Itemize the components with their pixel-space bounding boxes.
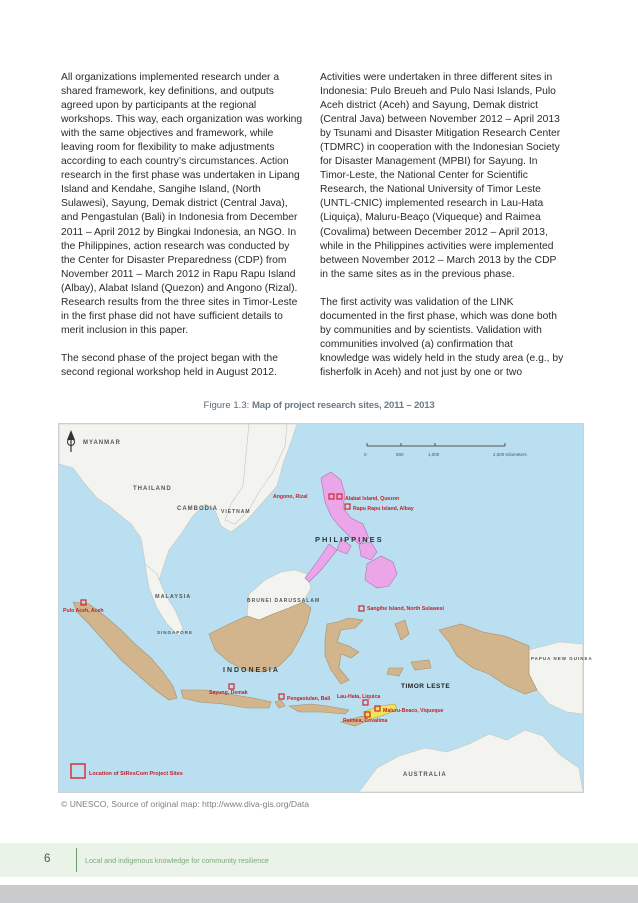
site-label-alabat: Alabat Island, Quezon: [345, 496, 400, 502]
site-label-raimea: Raimea, Covalima: [343, 718, 388, 724]
label-myanmar: MYANMAR: [83, 440, 121, 446]
right-paragraph-1: Activities were undertaken in three different sites in Indonesia: Pulo Breueh and Pulo Nasi Islands, Pulo Aceh district (Aceh) and Sayung, Demak district (Central Java) between November 2012 – April 2013 by Tsunami and Disaster Mitigation Research Center (TDMRC) in cooperation with the Indonesian Society for Disaster Management (MPBI) for Sayung. In Timor-Leste, the National Center for Scientific Research, the National University of Timor Leste (UNTL-CNIC) implemented research in Lau-Hata (Liquiça), Maluru-Beaço (Viqueque) and Raimea (Covalima) between December 2012 – April 2013, while in the Philippines activities were implemented between November 2012 – March 2013 by the CDP in the same sites as in the previous phase.: [320, 72, 561, 280]
left-column: [61, 71, 305, 394]
site-label-maluru: Maluru-Beaco, Viqueque: [383, 708, 444, 714]
scale-label-500: 500: [396, 452, 404, 457]
page-number: 6: [44, 853, 51, 865]
scale-label-2000: 2,000 Kilometers: [493, 452, 527, 457]
label-papua: PAPUA NEW GUINEA: [531, 656, 593, 661]
figure-caption: [0, 400, 638, 411]
site-label-pulo-aceh: Pulo Aceh, Aceh: [63, 608, 104, 614]
label-australia: AUSTRALIA: [403, 772, 447, 778]
figure-title: Map of project research sites, 2011 – 2013: [252, 400, 435, 411]
left-paragraph-2: The second phase of the project began with the second regional workshop held in August 2012.: [61, 352, 278, 378]
site-label-pengastulan: Pengastulan, Bali: [287, 696, 331, 702]
right-column: [320, 71, 564, 394]
map-source-credit: © UNESCO, Source of original map: http://www.diva-gis.org/Data: [61, 799, 310, 809]
legend-label: Location of StResCom Project Sites: [89, 771, 183, 777]
page-footer: [0, 843, 638, 877]
left-paragraph-1: All organizations implemented research under a shared framework, key definitions, and outputs agreed upon by participants at the regional workshops. This way, each organization was working with the same objectives and framework, while leaving room for flexibility to make adjustments according to each country’s circumstances. Action research in the first phase was undertaken in Lipang Island and Kendahe, Sangihe Island, (North Sulawesi), Sayung, Demak district (Central Java), and Pengastulan (Bali) in Indonesia from December 2011 – April 2012 by Bingkai Indonesia, an NGO. In the Philippines, action research was conducted by the Center for Disaster Preparedness (CDP) from November 2011 – March 2012 in Rapu Rapu Island (Albay), Alabat Island (Quezon) and Angono (Rizal). Research results from the three sites in Timor-Leste in the first phase did not have sufficient details to merit inclusion in this paper.: [61, 72, 303, 336]
site-label-angono: Angono, Rizal: [273, 494, 308, 500]
scale-label-1000: 1,000: [428, 452, 440, 457]
scale-label-0: 0: [364, 452, 367, 457]
site-label-sangihe: Sangihe Island, North Sulawesi: [367, 606, 444, 612]
label-thailand: THAILAND: [133, 486, 172, 492]
site-label-rapu: Rapu Rapu Island, Albay: [353, 506, 414, 512]
label-vietnam: VIETNAM: [221, 509, 251, 515]
footer-divider: [76, 848, 77, 872]
label-malaysia: MALAYSIA: [155, 594, 192, 600]
right-paragraph-2: The first activity was validation of the LINK documented in the first phase, which was done both by communities and by scientists. Validation with communities involved (a) confirmation that knowledge was widely held in the study area (e.g., by fisherfolk in Aceh) and not just by one or two: [320, 296, 564, 378]
label-singapore: SINGAPORE: [157, 630, 194, 635]
bottom-band: [0, 885, 638, 903]
research-sites-map: [58, 423, 593, 793]
footer-running-title: Local and indigenous knowledge for community resilience: [85, 856, 269, 865]
label-timor-leste: TIMOR LESTE: [401, 683, 451, 690]
site-label-sayung: Sayung, Demak: [209, 690, 248, 696]
label-brunei: BRUNEI DARUSSALAM: [247, 598, 321, 604]
label-cambodia: CAMBODIA: [177, 506, 218, 512]
label-philippines: PHILIPPINES: [315, 535, 384, 544]
figure-label: Figure 1.3:: [203, 400, 250, 411]
label-indonesia: INDONESIA: [223, 667, 280, 674]
site-label-lau-hata: Lau-Hata, Liquica: [337, 694, 381, 700]
